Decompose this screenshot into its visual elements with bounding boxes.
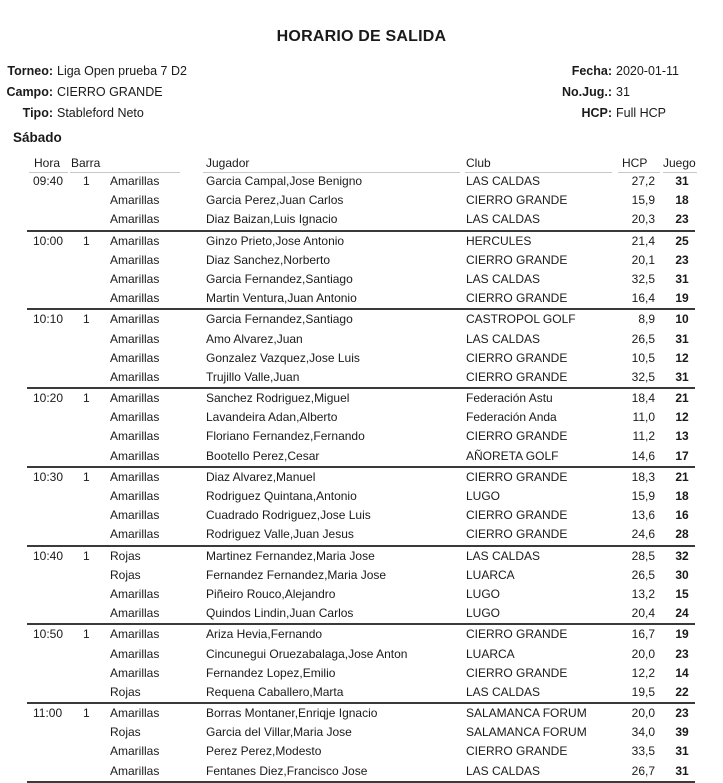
cell-hcp: 15,9 bbox=[631, 193, 655, 208]
cell-jugador: Cuadrado Rodriguez,Jose Luis bbox=[206, 508, 371, 523]
day-heading: Sábado bbox=[13, 130, 62, 145]
cell-tee: Amarillas bbox=[110, 312, 160, 327]
cell-hora: 11:00 bbox=[33, 706, 63, 721]
cell-hcp: 8,9 bbox=[638, 312, 655, 327]
cell-club: CASTROPOL GOLF bbox=[466, 312, 576, 327]
cell-hcp: 19,5 bbox=[631, 684, 655, 699]
table-row bbox=[27, 191, 695, 210]
table-row bbox=[27, 389, 695, 408]
cell-hora: 10:40 bbox=[33, 548, 64, 563]
column-header-club: Club bbox=[466, 156, 491, 170]
tournament-info bbox=[3, 61, 187, 124]
table-row bbox=[27, 427, 695, 446]
cell-tee: Amarillas bbox=[110, 174, 160, 188]
cell-hora: 10:50 bbox=[33, 627, 64, 642]
cell-juego: 31 bbox=[675, 744, 689, 759]
cell-club: LUARCA bbox=[466, 567, 515, 582]
cell-barra: 1 bbox=[83, 312, 90, 327]
cell-hcp: 20,0 bbox=[631, 646, 655, 661]
info-row-torneo bbox=[3, 61, 187, 82]
cell-hcp: 26,7 bbox=[631, 763, 655, 778]
cell-juego: 15 bbox=[675, 586, 689, 601]
cell-jugador: Requena Caballero,Marta bbox=[206, 684, 344, 699]
cell-club: LAS CALDAS bbox=[466, 548, 541, 563]
cell-club: LAS CALDAS bbox=[466, 212, 541, 227]
cell-club: CIERRO GRANDE bbox=[466, 508, 568, 523]
table-row bbox=[27, 723, 695, 742]
cell-hcp: 26,5 bbox=[631, 567, 655, 582]
cell-tee: Amarillas bbox=[110, 646, 160, 661]
table-row bbox=[27, 742, 695, 761]
cell-hcp: 18,4 bbox=[631, 391, 655, 406]
cell-juego: 23 bbox=[675, 706, 689, 721]
cell-tee: Rojas bbox=[110, 548, 141, 563]
cell-barra: 1 bbox=[83, 233, 90, 248]
cell-club: SALAMANCA FORUM bbox=[466, 706, 587, 721]
cell-hcp: 20,3 bbox=[631, 212, 655, 227]
cell-club: CIERRO GRANDE bbox=[466, 291, 568, 306]
cell-juego: 28 bbox=[675, 527, 689, 542]
cell-jugador: Fernandez Lopez,Emilio bbox=[206, 665, 336, 680]
info-label: Torneo: bbox=[7, 64, 53, 78]
table-row bbox=[27, 468, 695, 487]
cell-hcp: 15,9 bbox=[631, 489, 655, 503]
cell-club: LAS CALDAS bbox=[466, 763, 541, 778]
table-row bbox=[27, 172, 695, 191]
cell-juego: 32 bbox=[675, 548, 689, 563]
cell-hcp: 24,6 bbox=[631, 527, 655, 542]
tee-time-group bbox=[27, 625, 695, 704]
cell-club: LAS CALDAS bbox=[466, 271, 541, 286]
table-row bbox=[27, 368, 695, 387]
cell-club: CIERRO GRANDE bbox=[466, 665, 568, 680]
cell-club: LAS CALDAS bbox=[466, 174, 541, 188]
cell-tee: Rojas bbox=[110, 725, 141, 740]
column-header-hcp: HCP bbox=[622, 156, 648, 170]
info-row-campo bbox=[3, 82, 187, 103]
cell-hcp: 20,0 bbox=[631, 706, 655, 721]
cell-club: LUGO bbox=[466, 586, 501, 601]
cell-club: CIERRO GRANDE bbox=[466, 369, 568, 384]
cell-tee: Amarillas bbox=[110, 508, 160, 523]
table-row bbox=[27, 645, 695, 664]
cell-tee: Amarillas bbox=[110, 606, 160, 621]
info-value: CIERRO GRANDE bbox=[57, 85, 163, 99]
cell-tee: Amarillas bbox=[110, 763, 160, 778]
cell-tee: Amarillas bbox=[110, 586, 160, 601]
cell-juego: 24 bbox=[675, 606, 689, 621]
cell-jugador: Rodriguez Quintana,Antonio bbox=[206, 489, 357, 503]
cell-juego: 12 bbox=[675, 350, 689, 365]
table-row bbox=[27, 251, 695, 270]
table-row bbox=[27, 349, 695, 368]
table-row bbox=[27, 232, 695, 251]
cell-tee: Amarillas bbox=[110, 410, 160, 425]
cell-jugador: Quindos Lindin,Juan Carlos bbox=[206, 606, 354, 621]
cell-club: LUARCA bbox=[466, 646, 515, 661]
info-label: HCP: bbox=[581, 106, 612, 120]
info-label: Fecha: bbox=[571, 64, 612, 78]
cell-club: CIERRO GRANDE bbox=[466, 744, 568, 759]
cell-club: CIERRO GRANDE bbox=[466, 429, 568, 444]
cell-club: CIERRO GRANDE bbox=[466, 469, 568, 484]
cell-jugador: Garcia Fernandez,Santiago bbox=[206, 271, 353, 286]
tee-time-group bbox=[27, 547, 695, 626]
cell-jugador: Ginzo Prieto,Jose Antonio bbox=[206, 233, 345, 248]
cell-club: AÑORETA GOLF bbox=[466, 448, 559, 463]
info-value: 2020-01-11 bbox=[616, 64, 680, 78]
event-info bbox=[540, 61, 679, 124]
cell-tee: Amarillas bbox=[110, 350, 160, 365]
table-row bbox=[27, 566, 695, 585]
cell-barra: 1 bbox=[83, 627, 90, 642]
cell-juego: 19 bbox=[675, 291, 689, 306]
cell-jugador: Perez Perez,Modesto bbox=[206, 744, 322, 759]
cell-tee: Amarillas bbox=[110, 233, 160, 248]
table-row bbox=[27, 525, 695, 544]
cell-tee: Amarillas bbox=[110, 627, 160, 642]
cell-tee: Amarillas bbox=[110, 489, 160, 503]
cell-tee: Amarillas bbox=[110, 291, 160, 306]
cell-jugador: Bootello Perez,Cesar bbox=[206, 448, 320, 463]
info-value: Stableford Neto bbox=[57, 106, 144, 120]
cell-club: CIERRO GRANDE bbox=[466, 252, 568, 267]
info-value: Liga Open prueba 7 D2 bbox=[57, 64, 187, 78]
cell-hcp: 11,2 bbox=[632, 429, 655, 444]
cell-jugador: Borras Montaner,Enriqje Ignacio bbox=[206, 706, 378, 721]
cell-juego: 31 bbox=[675, 331, 689, 346]
cell-barra: 1 bbox=[83, 174, 90, 188]
cell-hcp: 13,2 bbox=[631, 586, 655, 601]
tee-time-group bbox=[27, 232, 695, 311]
cell-juego: 12 bbox=[675, 410, 689, 425]
cell-jugador: Martinez Fernandez,Maria Jose bbox=[206, 548, 375, 563]
cell-juego: 39 bbox=[675, 725, 689, 740]
cell-jugador: Fernandez Fernandez,Maria Jose bbox=[206, 567, 387, 582]
cell-club: CIERRO GRANDE bbox=[466, 527, 568, 542]
cell-juego: 31 bbox=[675, 369, 689, 384]
column-header-hora: Hora bbox=[34, 156, 61, 170]
table-row bbox=[27, 210, 695, 229]
info-value: Full HCP bbox=[616, 106, 667, 120]
cell-tee: Amarillas bbox=[110, 527, 160, 542]
cell-club: Federación Anda bbox=[466, 410, 557, 425]
cell-jugador: Gonzalez Vazquez,Jose Luis bbox=[206, 350, 360, 365]
cell-jugador: Piñeiro Rouco,Alejandro bbox=[206, 586, 336, 601]
cell-hcp: 12,2 bbox=[631, 665, 655, 680]
info-row-fecha bbox=[540, 61, 679, 82]
cell-hora: 10:00 bbox=[33, 233, 64, 248]
info-row-tipo bbox=[3, 103, 187, 124]
cell-jugador: Trujillo Valle,Juan bbox=[206, 369, 300, 384]
table-row bbox=[27, 625, 695, 644]
cell-hcp: 16,7 bbox=[631, 627, 655, 642]
table-row bbox=[27, 683, 695, 702]
column-header-juego: Juego bbox=[663, 156, 696, 170]
table-row bbox=[27, 487, 695, 506]
cell-hcp: 32,5 bbox=[631, 271, 655, 286]
cell-club: CIERRO GRANDE bbox=[466, 193, 568, 208]
cell-juego: 23 bbox=[675, 252, 689, 267]
table-row bbox=[27, 447, 695, 466]
cell-tee: Amarillas bbox=[110, 193, 160, 208]
cell-jugador: Martin Ventura,Juan Antonio bbox=[206, 291, 357, 306]
cell-jugador: Fentanes Diez,Francisco Jose bbox=[206, 763, 368, 778]
cell-juego: 25 bbox=[675, 233, 689, 248]
cell-jugador: Amo Alvarez,Juan bbox=[206, 331, 303, 346]
cell-jugador: Diaz Sanchez,Norberto bbox=[206, 252, 331, 267]
cell-tee: Amarillas bbox=[110, 369, 160, 384]
table-row bbox=[27, 408, 695, 427]
cell-juego: 21 bbox=[675, 469, 689, 484]
cell-jugador: Rodriguez Valle,Juan Jesus bbox=[206, 527, 354, 542]
cell-barra: 1 bbox=[83, 391, 90, 406]
info-label: Tipo: bbox=[22, 106, 53, 120]
cell-juego: 17 bbox=[675, 448, 689, 463]
tee-times-table bbox=[0, 172, 723, 783]
cell-juego: 31 bbox=[675, 174, 689, 188]
cell-hcp: 27,2 bbox=[631, 174, 655, 188]
cell-club: LUGO bbox=[466, 606, 501, 621]
cell-juego: 23 bbox=[675, 646, 689, 661]
table-row bbox=[27, 289, 695, 308]
tee-time-group bbox=[27, 704, 695, 783]
table-row bbox=[27, 585, 695, 604]
cell-tee: Rojas bbox=[110, 684, 141, 699]
cell-jugador: Floriano Fernandez,Fernando bbox=[206, 429, 365, 444]
cell-club: LUGO bbox=[466, 489, 501, 503]
table-row bbox=[27, 547, 695, 566]
tee-time-group bbox=[27, 172, 695, 232]
cell-hcp: 20,1 bbox=[631, 252, 655, 267]
cell-jugador: Diaz Alvarez,Manuel bbox=[206, 469, 316, 484]
cell-juego: 31 bbox=[675, 271, 689, 286]
cell-juego: 13 bbox=[675, 429, 689, 444]
cell-hcp: 16,4 bbox=[631, 291, 655, 306]
cell-juego: 31 bbox=[675, 763, 689, 778]
cell-club: CIERRO GRANDE bbox=[466, 350, 568, 365]
cell-juego: 19 bbox=[675, 627, 689, 642]
cell-juego: 21 bbox=[675, 391, 689, 406]
info-label: Campo: bbox=[6, 85, 53, 99]
info-row-nojug bbox=[540, 82, 679, 103]
cell-tee: Amarillas bbox=[110, 448, 160, 463]
cell-juego: 22 bbox=[675, 684, 689, 699]
table-row bbox=[27, 704, 695, 723]
cell-hora: 09:40 bbox=[33, 174, 64, 188]
table-row bbox=[27, 506, 695, 525]
cell-jugador: Sanchez Rodriguez,Miguel bbox=[206, 391, 350, 406]
column-header-barra: Barra bbox=[71, 156, 101, 170]
cell-jugador: Garcia Perez,Juan Carlos bbox=[206, 193, 344, 208]
cell-hcp: 20,4 bbox=[631, 606, 655, 621]
cell-hcp: 33,5 bbox=[631, 744, 655, 759]
cell-jugador: Cincunegui Oruezabalaga,Jose Anton bbox=[206, 646, 408, 661]
cell-club: SALAMANCA FORUM bbox=[466, 725, 587, 740]
cell-hcp: 32,5 bbox=[631, 369, 655, 384]
table-row bbox=[27, 270, 695, 289]
table-row bbox=[27, 762, 695, 781]
cell-club: LAS CALDAS bbox=[466, 684, 541, 699]
table-header bbox=[0, 154, 723, 174]
page-title: HORARIO DE SALIDA bbox=[276, 28, 447, 45]
cell-jugador: Diaz Baizan,Luis Ignacio bbox=[206, 212, 338, 227]
info-row-hcp bbox=[540, 103, 679, 124]
cell-hcp: 11,0 bbox=[632, 410, 655, 425]
cell-tee: Amarillas bbox=[110, 331, 160, 346]
cell-club: Federación Astu bbox=[466, 391, 553, 406]
cell-barra: 1 bbox=[83, 706, 90, 721]
column-header-jugador: Jugador bbox=[206, 156, 250, 170]
cell-hcp: 28,5 bbox=[631, 548, 655, 563]
cell-hcp: 18,3 bbox=[631, 469, 655, 484]
cell-jugador: Lavandeira Adan,Alberto bbox=[206, 410, 338, 425]
cell-juego: 23 bbox=[675, 212, 689, 227]
cell-tee: Amarillas bbox=[110, 744, 160, 759]
cell-jugador: Garcia Fernandez,Santiago bbox=[206, 312, 353, 327]
cell-juego: 18 bbox=[675, 193, 689, 208]
cell-hcp: 26,5 bbox=[631, 331, 655, 346]
cell-hcp: 10,5 bbox=[631, 350, 655, 365]
cell-tee: Amarillas bbox=[110, 469, 160, 484]
cell-hora: 10:20 bbox=[33, 391, 64, 406]
cell-tee: Amarillas bbox=[110, 252, 160, 267]
cell-tee: Amarillas bbox=[110, 429, 160, 444]
table-row bbox=[27, 664, 695, 683]
cell-tee: Rojas bbox=[110, 567, 141, 582]
table-row bbox=[27, 310, 695, 329]
tee-time-group bbox=[27, 468, 695, 547]
cell-hcp: 34,0 bbox=[631, 725, 655, 740]
table-row bbox=[27, 330, 695, 349]
cell-juego: 14 bbox=[675, 665, 689, 680]
cell-tee: Amarillas bbox=[110, 665, 160, 680]
info-value: 31 bbox=[616, 85, 630, 99]
tee-time-group bbox=[27, 310, 695, 389]
cell-hora: 10:30 bbox=[33, 469, 64, 484]
cell-jugador: Ariza Hevia,Fernando bbox=[206, 627, 323, 642]
cell-tee: Amarillas bbox=[110, 706, 160, 721]
cell-hora: 10:10 bbox=[33, 312, 64, 327]
cell-tee: Amarillas bbox=[110, 271, 160, 286]
cell-juego: 30 bbox=[675, 567, 689, 582]
cell-barra: 1 bbox=[83, 548, 90, 563]
cell-hcp: 21,4 bbox=[631, 233, 655, 248]
cell-juego: 10 bbox=[675, 312, 689, 327]
cell-jugador: Garcia Campal,Jose Benigno bbox=[206, 174, 363, 188]
cell-barra: 1 bbox=[83, 469, 90, 484]
info-label: No.Jug.: bbox=[562, 85, 612, 99]
cell-jugador: Garcia del Villar,Maria Jose bbox=[206, 725, 352, 740]
cell-tee: Amarillas bbox=[110, 212, 160, 227]
cell-juego: 18 bbox=[675, 489, 689, 503]
tee-time-group bbox=[27, 389, 695, 468]
cell-tee: Amarillas bbox=[110, 391, 160, 406]
cell-juego: 16 bbox=[675, 508, 689, 523]
cell-club: LAS CALDAS bbox=[466, 331, 541, 346]
cell-hcp: 14,6 bbox=[631, 448, 655, 463]
cell-club: HERCULES bbox=[466, 233, 532, 248]
table-row bbox=[27, 604, 695, 623]
cell-club: CIERRO GRANDE bbox=[466, 627, 568, 642]
cell-hcp: 13,6 bbox=[631, 508, 655, 523]
